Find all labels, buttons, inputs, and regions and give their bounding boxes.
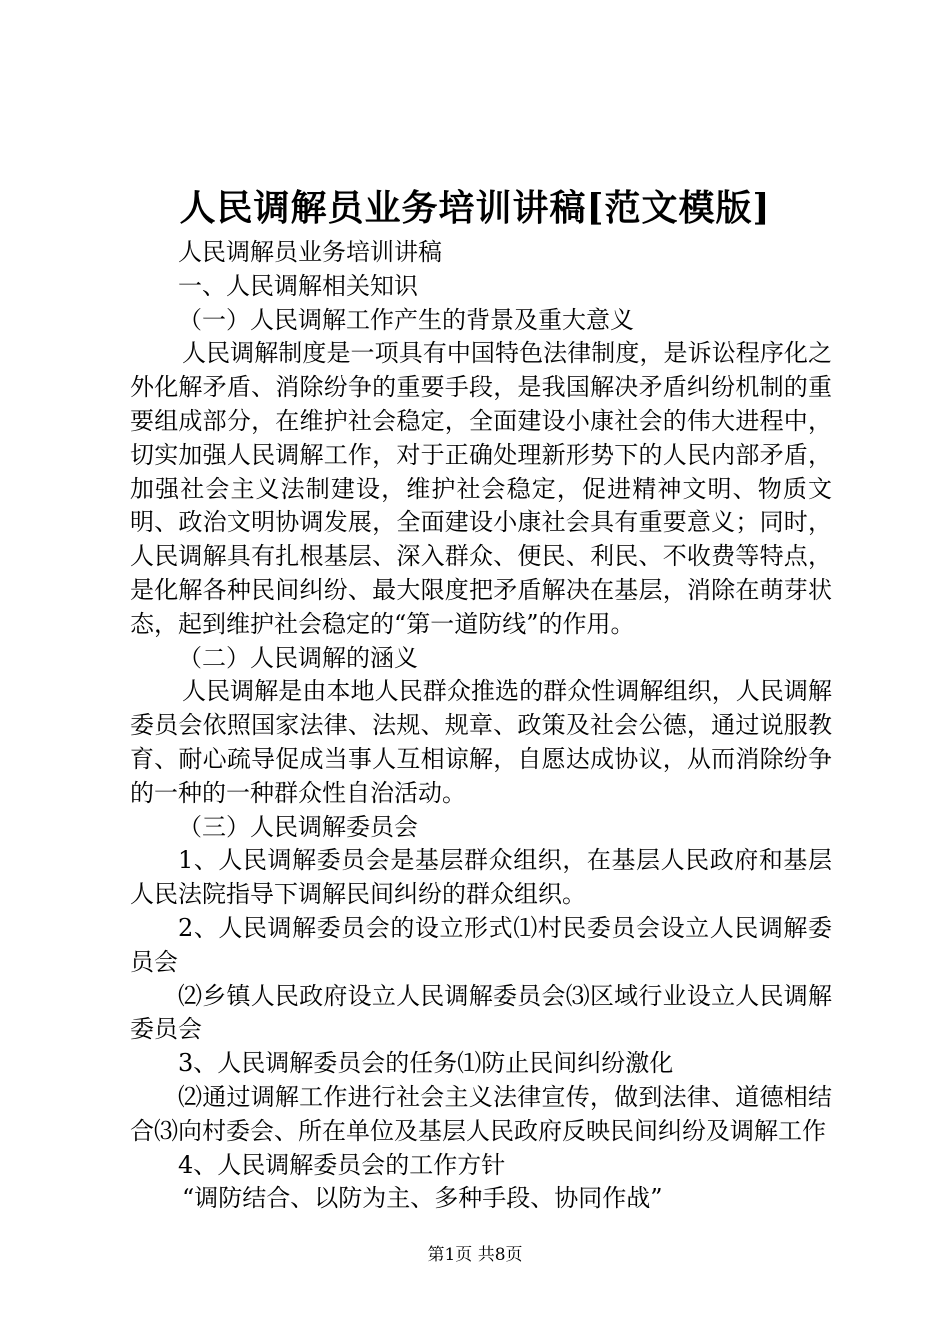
document-title: 人民调解员业务培训讲稿[范文模版] [179, 187, 771, 229]
document-body [130, 236, 832, 1216]
paragraph-item-4: 4、人民调解委员会的工作方针 [178, 1150, 506, 1179]
paragraph-definition: 人民调解是由本地人民群众推选的群众性调解组织，人民调解委员会依照国家法律、法规、规章、政策及社会公德，通过说服教育、耐心疏导促成当事人互相谅解，自愿达成协议，从而消除纷争的一种的一种群众性自治活动。 [130, 677, 832, 807]
paragraph-item-1: 1、人民调解委员会是基层群众组织，在基层人民政府和基层人民法院指导下调解民间纠纷的群众组织。 [130, 846, 832, 909]
section-heading-1: 一、人民调解相关知识 [178, 271, 418, 300]
paragraph-motto: “调防结合、以防为主、多种手段、协同作战” [182, 1184, 663, 1213]
paragraph-subtitle: 人民调解员业务培训讲稿 [178, 238, 442, 266]
paragraph-background: 人民调解制度是一项具有中国特色法律制度，是诉讼程序化之外化解矛盾、消除纷争的重要手段，是我国解决矛盾纠纷机制的重要组成部分，在维护社会稳定，全面建设小康社会的伟大进程中，切实加强人民调解工作，对于正确处理新形势下的人民内部矛盾，加强社会主义法制建设，维护社会稳定，促进精神文明、物质文明、政治文明协调发展，全面建设小康社会具有重要意义；同时，人民调解具有扎根基层、深入群众、便民、利民、不收费等特点，是化解各种民间纠纷、最大限度把矛盾解决在基层，消除在萌芽状态，起到维护社会稳定的“第一道防线”的作用。 [130, 339, 832, 638]
subsection-heading-2: （二）人民调解的涵义 [178, 643, 418, 672]
paragraph-item-3: 3、人民调解委员会的任务⑴防止民间纠纷激化 [178, 1049, 674, 1078]
subsection-heading-3: （三）人民调解委员会 [178, 812, 418, 841]
paragraph-item-2: 2、人民调解委员会的设立形式⑴村民委员会设立人民调解委员会 [130, 913, 832, 976]
paragraph-item-2-cont: ⑵乡镇人民政府设立人民调解委员会⑶区域行业设立人民调解委员会 [130, 981, 832, 1044]
paragraph-item-3-cont: ⑵通过调解工作进行社会主义法律宣传，做到法律、道德相结合⑶向村委会、所在单位及基层人民政府反映民间纠纷及调解工作 [130, 1082, 832, 1145]
page-footer: 第1页 共8页 [427, 1245, 523, 1265]
subsection-heading-1: （一）人民调解工作产生的背景及重大意义 [178, 305, 634, 334]
